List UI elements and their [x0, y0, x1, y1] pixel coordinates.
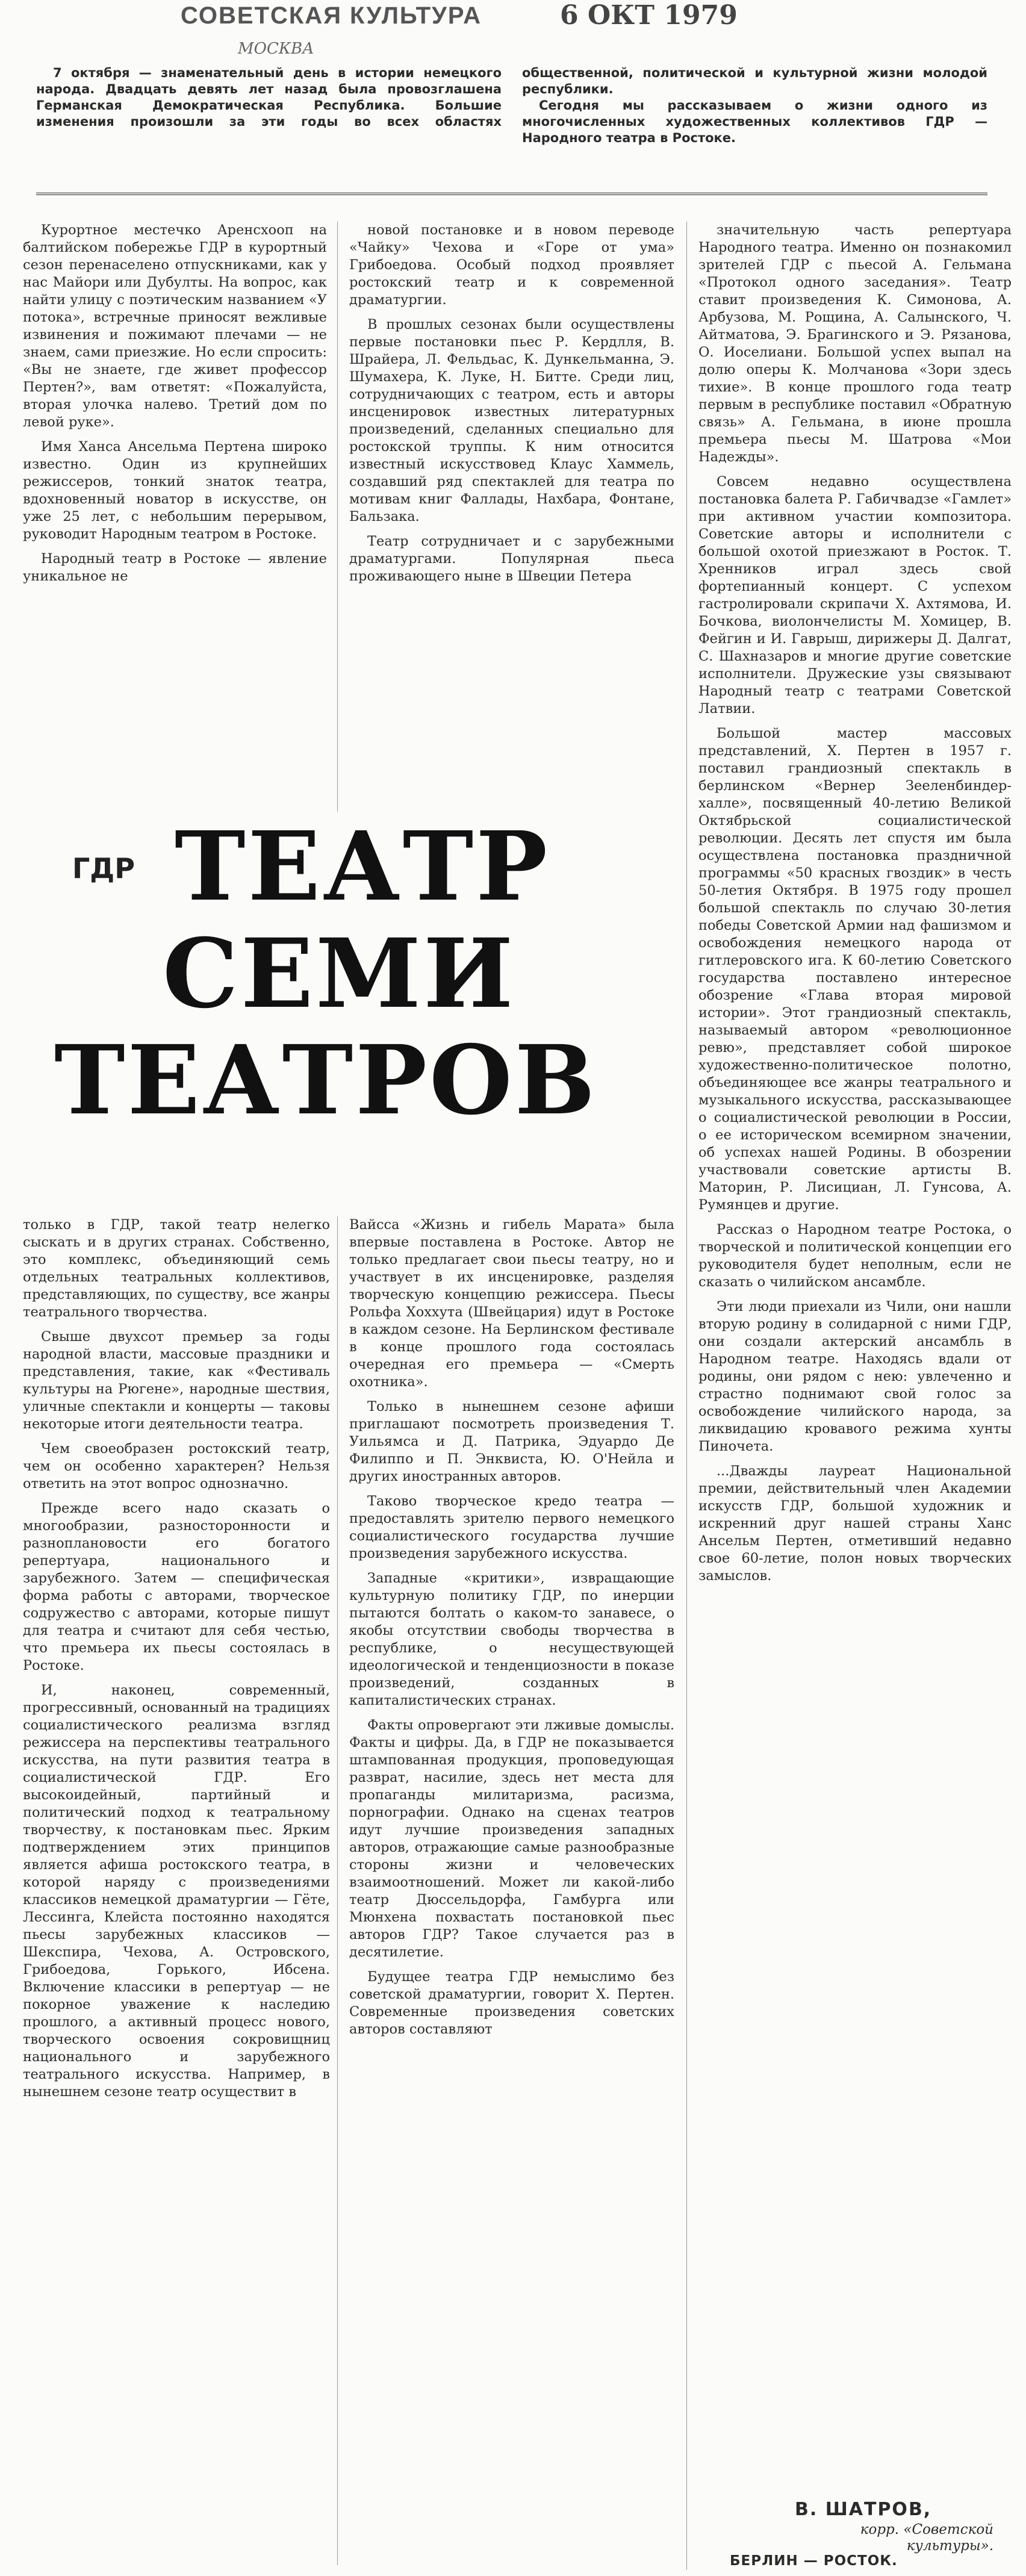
header-rule [36, 193, 987, 195]
article-paragraph: Эти люди приехали из Чили, они нашли вторую родину в солидарной с ними ГДР, они создали актерский ансамбль в Народном театре. Находясь вдали от родины, они рядом с нею: увлеченно и страстно поднимают свой голос за освобождение чилийского народа, за ликвидацию кровавого режима хунты Пиночета. [698, 1299, 1012, 1454]
issue-city: МОСКВА [238, 40, 314, 58]
column-divider [337, 1216, 338, 2565]
intro-paragraph: 7 октября — знаменательный день в истории немецкого народа. Двадцать девять лет назад была провозглашена Германская Демократическая Республика. Большие изменения произошли за эти годы во всех областях общественной, политической и культурной жизни молодой республики. [36, 66, 987, 129]
article-paragraph: Курортное местечко Аренсхооп на балтийском побережье ГДР в курортный сезон перенаселено отпускниками, как у нас Майори или Дубулты. На вопрос, как найти улицу с поэтическим названием «У потока», встречные приносят вежливые извинения и пожимают плечами — не знаем, сами приезжие. Но если спросить: «Вы не знаете, где живет профессор Пертен?», вам ответят: «Пожалуйста, вторая улочка налево. Третий дом по левой руке». [23, 222, 327, 430]
column-2-top [349, 222, 674, 809]
article-paragraph: Будущее театра ГДР немыслимо без советской драматургии, говорит Х. Пертен. Современные произведения советских авторов составляют [349, 1969, 674, 2037]
article-paragraph: Таково творческое кредо театра — предоставлять зрителю первого немецкого социалистического государства лучшие произведения зарубежного искусства. [349, 1493, 674, 1561]
newspaper-name: СОВЕТСКАЯ КУЛЬТУРА [181, 2, 482, 29]
headline-line-2: СЕМИ [163, 918, 516, 1030]
article-paragraph: значительную часть репертуара Народного театра. Именно он познакомил зрителей ГДР с пьесой А. Гельмана «Протокол одного заседания». Театр ставит произведения К. Симонова, А. Арбузова, М. Рощина, А. Салынского, Ч. Айтматова, Э. Брагинского и Э. Рязанова, О. Иоселиани. Большой успех выпал на долю оперы К. Молчанова «Зори здесь тихие». В конце прошлого года театр первым в республике поставил «Обратную связь» А. Гельмана, в июне прошла премьера пьесы М. Шатрова «Мои Надежды». [698, 222, 1012, 465]
article-paragraph: Народный театр в Ростоке — явление уникальное не [23, 551, 327, 584]
article-paragraph: Прежде всего надо сказать о многообразии, разносторонности и разноплановости его богатого репертуара, национального и зарубежного. Затем — специфическая форма работы с авторами, творческое содружество с авторами, которые пишут для театра и считают для себя честью, что премьера их пьесы состоялась в Ростоке. [23, 1501, 330, 1673]
intro-paragraph: Сегодня мы рассказываем о жизни одного из многочисленных художественных коллективов ГДР — Народного театра в Ростоке. [522, 98, 987, 145]
column-divider [686, 222, 687, 2570]
headline-line-3: ТЕАТРОВ [54, 1025, 598, 1136]
article-paragraph: ...Дважды лауреат Национальной премии, действительный член Академии искусств ГДР, большой художник и искренний друг нашей страны Ханс Ансельм Пертен, отметивший недавно свое 60-летие, полон новых творческих замыслов. [698, 1463, 1012, 1584]
column-1-bottom [23, 1216, 330, 2571]
article-paragraph: Факты опровергают эти лживые домыслы. Факты и цифры. Да, в ГДР не показывается штампованная продукция, проповедующая разврат, насилие, здесь нет места для пропаганды милитаризма, расизма, порнографии. Однако на сценах театров идут лучшие произведения западных авторов, отражающие самые разнообразные стороны жизни и человеческих взаимоотношений. Может ли какой-либо театр Дюссельдорфа, Гамбурга или Мюнхена похвастать постановкой пьес авторов ГДР? Такое случается раз в десятилетие. [349, 1717, 674, 1960]
headline-block [48, 811, 680, 1198]
author-name: В. ШАТРОВ, [795, 2499, 932, 2520]
article-paragraph: только в ГДР, такой театр нелегко сыскать и в других странах. Собственно, это комплекс, объединяющий семь отдельных театральных коллективов, представляющих, по существу, все жанры театрального творчества. [23, 1217, 330, 1320]
author-role: корр. «Советской культуры». [860, 2522, 993, 2554]
article-paragraph: Большой мастер массовых представлений, Х. Пертен в 1957 г. поставил грандиозный спектакль в берлинском «Вернер Зееленбиндер-халле», посвященный 40-летию Великой Октябрьской социалистической революции. Десять лет спустя им была осуществлена постановка праздничной программы «50 красных гвоздик» в честь 50-летия Октября. В 1975 году прошел большой спектакль по случаю 30-летия победы Советской Армии над фашизмом и освобождения немецкого народа от гитлеровского ига. К 60-летию Советского государства поставлено интересное обозрение «Глава вторая мировой истории». Этот грандиозный спектакль, называемый автором «революционное ревю», представляет собой широкое художественно-политическое полотно, объединяющее все жанры театрального и музыкального искусства, рассказывающее о социалистической революции в России, о ее историческом всемирном значении, об успехах нашей Родины. В обозрении участвовали советские артисты В. Маторин, Р. Лисициан, Л. Гунсова, А. Румянцев и другие. [698, 726, 1012, 1213]
article-paragraph: Рассказ о Народном театре Ростока, о творческой и политической концепции его руководителя будет неполным, если не сказать о чилийском ансамбле. [698, 1222, 1012, 1290]
headline-line-1: ТЕАТР [175, 811, 550, 922]
article-paragraph: В прошлых сезонах были осуществлены первые постановки пьес Р. Кердлля, В. Шрайера, Л. Фельдьас, К. Дункельманна, Э. Шумахера, К. Луке, Н. Битте. Среди лиц, сотрудничающих с театром, есть и авторы инсценировок известных литературных произведений, сделанных специально для ростокской труппы. К ним относится известный искусствовед Клаус Хаммель, создавший ряд спектаклей для театра по мотивам книг Фаллады, Нахбара, Фонтане, Бальзака. [349, 317, 674, 524]
article-paragraph: Западные «критики», извращающие культурную политику ГДР, по инерции пытаются болтать о каком-то занавесе, о якобы отсутствии свободы творчества в республике, о несуществующей идеологической и тенденциозности в показе произведений, созданных в капиталистических странах. [349, 1570, 674, 1708]
article-paragraph: Совсем недавно осуществлена постановка балета Р. Габичвадзе «Гамлет» при активном участии композитора. Советские авторы и исполнители с большой охотой приезжают в Росток. Т. Хренников играл здесь свой фортепианный концерт. С успехом гастролировали скрипачи Х. Ахтямова, И. Бочкова, виолончелисты М. Хомицер, В. Фейгин и И. Гаврыш, дирижеры Д. Далгат, С. Шахназаров и многие другие советские исполнители. Дружеские узы связывают Народный театр с театрами Советской Латвии. [698, 474, 1012, 717]
column-3 [698, 222, 1012, 2486]
article-paragraph: Свыше двухсот премьер за годы народной власти, массовые праздники и представления, такие, как «Фестиваль культуры на Рюгене», народные шествия, уличные спектакли и концерты — таковы некоторые итоги деятельности театра. [23, 1329, 330, 1432]
article-paragraph: Чем своеобразен ростокский театр, чем он особенно характерен? Нельзя ответить на этот вопрос однозначно. [23, 1441, 330, 1492]
dateline: БЕРЛИН — РОСТОК. [730, 2553, 898, 2569]
column-1-top [23, 222, 327, 809]
lead-intro [36, 65, 987, 185]
column-divider [337, 222, 338, 812]
masthead [181, 2, 482, 30]
article-paragraph: Имя Ханса Ансельма Пертена широко известно. Один из крупнейших режиссеров, тонкий знаток театра, вдохновенный новатор в искусстве, он уже 25 лет, с небольшим перерывом, руководит Народным театром в Ростоке. [23, 439, 327, 542]
column-2-bottom [349, 1216, 674, 2571]
issue-date: 6 ОКТ 1979 [560, 0, 738, 31]
rubric-label: ГДР [72, 852, 135, 885]
article-paragraph: новой постановке и в новом переводе «Чайку» Чехова и «Горе от ума» Грибоедова. Особый подход проявляет ростокский театр и к современной драматургии. [349, 222, 674, 308]
article-paragraph: Вайсса «Жизнь и гибель Марата» была впервые поставлена в Ростоке. Автор не только предлагает свои пьесы театру, но и участвует в их инсценировке, разделяя творческую концепцию режиссера. Пьесы Рольфа Хоххута (Швейцария) идут в Ростоке в каждом сезоне. На Берлинском фестивале в конце прошлого года состоялась очередная его премьера — «Смерть охотника». [349, 1217, 674, 1390]
article-paragraph: Только в нынешнем сезоне афиши приглашают посмотреть произведения Т. Уильямса и Д. Патрика, Эдуардо Де Филиппо и П. Энквиста, Ю. О'Нейла и других иностранных авторов. [349, 1399, 674, 1484]
article-paragraph: И, наконец, современный, прогрессивный, основанный на традициях социалистического реализма взгляд режиссера на перспективы театрального искусства, на пути развития театра в социалистической ГДР. Его высокоидейный, партийный и политический подход к театральному творчеству, к постановкам пьес. Ярким подтверждением этих принципов является афиша ростокского театра, в которой наряду с произведениями классиков немецкой драматургии — Гёте, Лессинга, Клейста постоянно находятся пьесы зарубежных классиков — Шекспира, Чехова, А. Островского, Грибоедова, Горького, Ибсена. Включение классики в репертуар — не покорное уважение к наследию прошлого, а активный процесс нового, творческого освоения сокровищниц национального и зарубежного театрального искусства. Например, в нынешнем сезоне театр осуществит в [23, 1682, 330, 2100]
article-paragraph: Театр сотрудничает и с зарубежными драматургами. Популярная пьеса проживающего ныне в Швеции Петера [349, 534, 674, 584]
